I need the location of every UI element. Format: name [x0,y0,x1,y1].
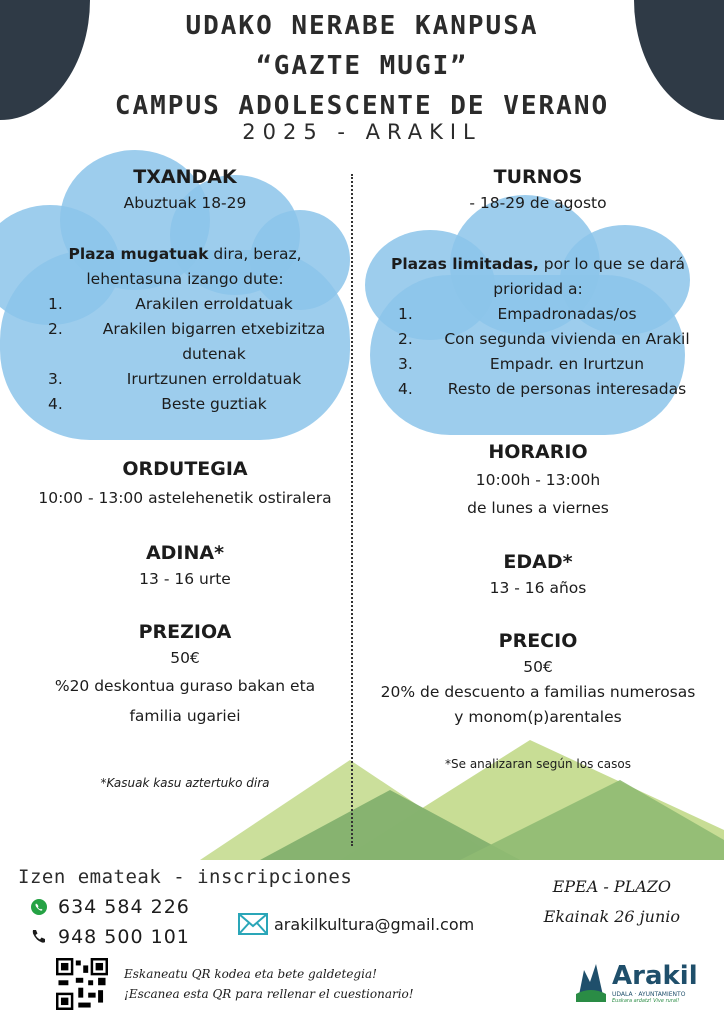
arakil-emblem-icon [574,960,608,1004]
age-heading: EDAD* [503,551,573,573]
phone-icon [30,928,48,946]
list-item: 1. Arakilen erroldatuak [48,295,293,313]
deadline-date: Ekainak 26 junio [543,907,680,926]
turns-heading: TXANDAK [133,166,237,188]
list-item: 4. Resto de personas interesadas [398,380,687,398]
header-titles [0,6,724,126]
year-location: 2025 - ARAKIL [242,120,482,144]
list-item: 4. Beste guztiak [48,395,267,413]
whatsapp-number: 634 584 226 [58,896,190,918]
age-text: 13 - 16 urte [139,570,231,588]
price-value: 50€ [170,649,200,667]
list-item: 1. Empadronadas/os [398,305,637,323]
turns-heading: TURNOS [493,166,583,188]
mail-icon [238,913,268,935]
email-address: arakilkultura@gmail.com [274,914,475,934]
footnote: *Kasuak kasu aztertuko dira [100,776,270,790]
email-contact[interactable] [238,913,474,935]
whatsapp-contact[interactable] [30,896,190,918]
list-item: 2. Con segunda vivienda en Arakil [398,330,690,348]
schedule-days: de lunes a viernes [467,499,609,517]
schedule-time: 10:00h - 13:00h [475,471,601,489]
column-divider [351,174,353,846]
priority-list [380,302,696,402]
logo-slogan: Euskara ardatz! Vive rural! [612,997,680,1004]
qr-instructions [124,964,414,1004]
footnote: *Se analizaran según los casos [445,757,631,771]
schedule-heading: HORARIO [488,441,588,463]
deadline-block [544,872,680,932]
deadline-label: EPEA - PLAZO [552,877,671,896]
title-spanish: CAMPUS ADOLESCENTE DE VERANO [114,91,610,121]
limited-places-text: Plazas limitadas, por lo que se dará prioridad a: [390,255,685,298]
phone-contact[interactable] [30,926,190,948]
qr-code-icon[interactable] [56,958,108,1010]
age-text: 13 - 16 años [489,579,587,597]
schedule-text: 10:00 - 13:00 astelehenetik ostiralera [38,489,332,507]
schedule-heading: ORDUTEGIA [122,458,248,480]
arakil-logo [574,960,698,1004]
list-item: 3. Irurtzunen erroldatuak [48,370,302,388]
column-spanish [380,163,696,777]
whatsapp-icon [30,898,48,916]
phone-number: 948 500 101 [58,926,190,948]
price-heading: PREZIOA [138,621,232,643]
logo-subtitle: UDALA · AYUNTAMIENTO [612,990,686,998]
priority-list [30,292,340,417]
price-discount: %20 deskontua guraso bakan eta familia ugariei [54,677,316,725]
age-heading: ADINA* [145,542,225,564]
qr-text-spanish: ¡Escanea esta QR para rellenar el cuestionario! [124,987,414,1001]
turns-dates: Abuztuak 18-29 [123,194,247,212]
qr-text-basque: Eskaneatu QR kodea eta bete galdetegia! [124,967,377,981]
price-discount: 20% de descuento a familias numerosas y monom(p)arentales [380,683,696,726]
list-item: 2. Arakilen bigarren etxebizitza dutenak [48,320,326,363]
list-item: 3. Empadr. en Irurtzun [398,355,645,373]
registration-title: Izen emateak - inscripciones [18,866,353,888]
price-value: 50€ [523,658,553,676]
title-basque: UDAKO NERABE KANPUSA [185,11,539,41]
logo-name: Arakil [612,960,698,991]
price-heading: PRECIO [498,630,578,652]
turns-dates: - 18-29 de agosto [469,194,607,212]
limited-places-text: Plaza mugatuak dira, beraz, lehentasuna izango dute: [68,245,302,288]
title-program-name: “GAZTE MUGI” [256,51,468,81]
column-basque [30,163,340,796]
